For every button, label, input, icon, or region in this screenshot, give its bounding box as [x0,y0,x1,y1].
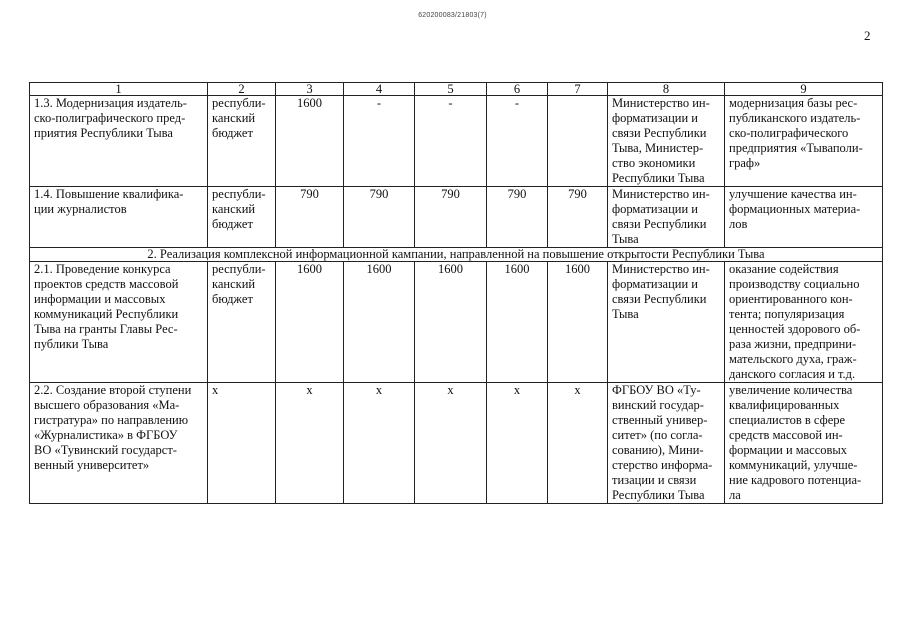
program-table [29,82,883,504]
amount-year-5-cell [548,187,608,248]
cell-text: х [574,383,581,397]
table-body [30,83,883,504]
funding-source-cell [208,187,276,248]
cell-text: 790 [568,187,587,201]
column-header: 9 [725,83,883,96]
cell-text: 1600 [297,96,322,110]
amount-year-1-cell [276,383,344,504]
column-header-row [30,83,883,96]
amount-year-4-cell [487,262,548,383]
section-title: 2. Реализация комплексной информационной кампании, направленной на повышение открытости Республики Тыва [30,248,883,262]
cell-text: республи- канский бюджет [212,187,266,231]
cell-text: х [212,383,219,397]
cell-text: 790 [300,187,319,201]
amount-year-4-cell [487,383,548,504]
cell-text: 790 [441,187,460,201]
measure-name-cell [30,383,208,504]
amount-year-4-cell [487,187,548,248]
table-row [30,383,883,504]
amount-year-3-cell [415,187,487,248]
cell-text: модернизация базы рес- публиканского издатель- ско-полиграфического предприятия «Тываполи- граф» [729,96,863,170]
cell-text: улучшение качества ин- формационных материа- лов [729,187,861,231]
executor-cell [608,96,725,187]
cell-text: республи- канский бюджет [212,262,266,306]
cell-text: 1.3. Модернизация издатель- ско-полиграфического пред- приятия Республики Тыва [34,96,187,140]
column-header: 2 [208,83,276,96]
amount-year-5-cell [548,96,608,187]
cell-text: - [448,96,453,110]
column-header: 5 [415,83,487,96]
column-header: 6 [487,83,548,96]
table-row [30,96,883,187]
cell-text: Министерство ин- форматизации и связи Республики Тыва [612,262,710,321]
cell-text: оказание содействия производству социально ориентированного кон- тента; популяризация ценностей здорового об- раза жизни, предприни- мательского духа, граж- данского согласия и т.д. [729,262,861,381]
table-row [30,187,883,248]
funding-source-cell [208,262,276,383]
cell-text: 790 [369,187,389,201]
executor-cell [608,383,725,504]
cell-text: х [447,383,454,397]
table-row [30,262,883,383]
cell-text: х [513,383,521,397]
measure-name-cell [30,262,208,383]
amount-year-2-cell [344,96,415,187]
amount-year-3-cell [415,383,487,504]
amount-year-1-cell [276,96,344,187]
amount-year-4-cell [487,96,548,187]
measure-name-cell [30,187,208,248]
page-number: 2 [864,28,871,43]
cell-text: республи- канский бюджет [212,96,266,140]
amount-year-5-cell [548,383,608,504]
amount-year-1-cell [276,187,344,248]
column-header: 1 [30,83,208,96]
amount-year-2-cell [344,383,415,504]
cell-text: - [514,96,520,110]
cell-text: х [375,383,383,397]
column-header: 3 [276,83,344,96]
cell-text: х [306,383,313,397]
amount-year-3-cell [415,96,487,187]
cell-text: 2.1. Проведение конкурса проектов средств массовой информации и массовых коммуникаций Республики Тыва на гранты Главы Рес- публики Тыва [34,262,179,351]
amount-year-2-cell [344,262,415,383]
cell-text: Министерство ин- форматизации и связи Республики Тыва [612,187,710,246]
expected-result-cell [725,96,883,187]
executor-cell [608,262,725,383]
cell-text: ФГБОУ ВО «Ту- винский государ- ственный универ- ситет» (по согла- сованию), Мини- стерство информа- тизации и связи Республики Тыва [612,383,713,502]
cell-text: увеличение количества квалифицированных специалистов в сфере средств массовой ин- формации и массовых коммуникаций, улучше- ние кадрового потенциа- ла [729,383,862,502]
cell-text: Министерство ин- форматизации и связи Республики Тыва, Министер- ство экономики Республики Тыва [612,96,710,185]
amount-year-1-cell [276,262,344,383]
column-header: 7 [548,83,608,96]
expected-result-cell [725,262,883,383]
expected-result-cell [725,187,883,248]
section-row [30,248,883,262]
document-id: 620200083/21803(7) [418,12,487,19]
funding-source-cell [208,383,276,504]
expected-result-cell [725,383,883,504]
cell-text: 1600 [297,262,322,276]
amount-year-2-cell [344,187,415,248]
cell-text: - [376,96,382,110]
amount-year-5-cell [548,262,608,383]
cell-text: 1600 [565,262,590,276]
amount-year-3-cell [415,262,487,383]
cell-text: 1600 [438,262,463,276]
column-header: 4 [344,83,415,96]
cell-text: 1600 [504,262,530,276]
cell-text: 1600 [366,262,392,276]
cell-text: 790 [507,187,527,201]
executor-cell [608,187,725,248]
cell-text: 1.4. Повышение квалифика- ции журналистов [34,187,184,216]
measure-name-cell [30,96,208,187]
funding-source-cell [208,96,276,187]
cell-text: 2.2. Создание второй ступени высшего образования «Ма- гистратура» по направлению «Журналистика» в ФГБОУ ВО «Тувинский государст- венный университет» [34,383,192,472]
column-header: 8 [608,83,725,96]
